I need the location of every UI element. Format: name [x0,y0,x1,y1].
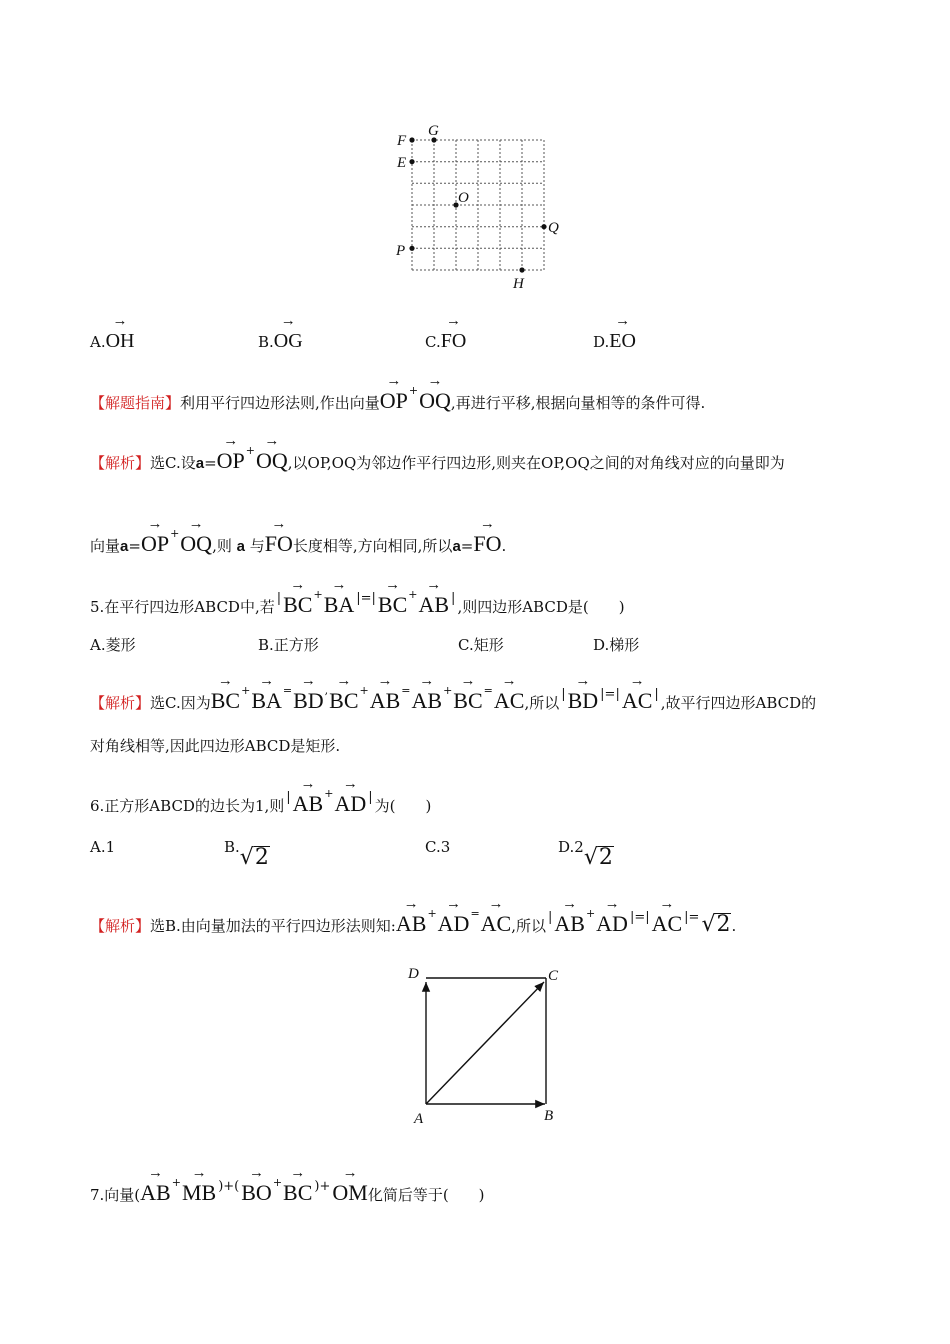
q5-solution-line2: 对角线相等,因此四边形ABCD是矩形. [90,737,341,755]
q5-option-d: D.梯形 [593,636,640,654]
label-e: E [397,155,407,171]
q6-option-d [558,836,614,869]
point-q [541,224,546,229]
solution-text: ,故平行四边形ABCD的 [660,694,817,712]
sqrt: √2 [701,912,731,937]
question-text: 化简后等于( ) [367,1186,485,1204]
solution-text: ,以OP,OQ为邻边作平行四边形,则夹在OP,OQ之间的对角线对应的向量即为 [287,454,785,472]
solution-text: 向量 [90,537,121,555]
solution-text: 长度相等,方向相同,所以 [292,537,453,555]
solution-tag: 【解析】 [90,917,151,935]
q4-option-a [90,316,135,353]
hint-text: 利用平行四边形法则,作出向量 [180,394,380,412]
q6-option-c: C.3 [425,838,451,856]
radicand: 2 [254,845,269,870]
vector-a: a [236,538,245,555]
equals: = [460,537,474,555]
vector: → FO [265,519,293,555]
point-p [409,246,414,251]
period: . [501,537,507,555]
vector: → OQ [180,519,212,555]
vector: → BD [568,676,599,712]
q5-solution-line1: 【解析】选C.因为→ BC+→ BA=→ BD,→ BC+→ AB=→ AB+→ BC=→ AC,所以 |→ BD |=|→ AC | ,故平行四边形ABCD的 [90,676,816,714]
q6-stem: 6.正方形ABCD的边长为1,则 |→ AB+→ AD | 为( ) [90,779,431,817]
vector: → AC [481,899,512,935]
vector: → AD [438,899,470,935]
option-prefix: B. [224,838,240,856]
solution-text: ,则 [212,537,232,555]
vector: → BC [329,676,358,712]
solution-text: 选C.设 [150,454,196,472]
vector: → AB [396,899,427,935]
vector: → BD [293,676,324,712]
option-prefix: C. [425,333,441,351]
question-text: 5.在平行四边形ABCD中,若 [90,598,275,616]
option-prefix: D.2 [558,838,584,856]
q4-hint: 【解题指南】利用平行四边形法则,作出向量→ OP+→ OQ,再进行平移,根据向量相等的条件可得. [90,376,705,414]
q4-solution-line1: 【解析】选C.设a=→ OP+→ OQ,以OP,OQ为邻边作平行四边形,则夹在OP,OQ之间的对角线对应的向量即为 [90,436,785,475]
vector: → OH [106,316,135,352]
vector: → BA [324,580,355,616]
square-figure [400,960,575,1130]
label-b: B [544,1108,554,1124]
question-text: ,则四边形ABCD是( ) [457,598,625,616]
period: . [731,917,737,935]
vector: → AB [293,779,324,815]
hint-text: ,再进行平移,根据向量相等的条件可得. [450,394,706,412]
vector: → AB [412,676,443,712]
option-prefix: D. [593,333,610,351]
vector: → OQ [256,436,288,472]
q7-stem: 7.向量(→ AB+→ MB )+(→ BO+→ BC )+→ OM化简后等于( ) [90,1168,485,1206]
sqrt: √2 [583,845,613,870]
label-o: O [458,190,469,206]
vector: → AC [622,676,653,712]
solution-tag: 【解析】 [90,694,151,712]
grid-figure [385,118,575,298]
vector: → BC [453,676,482,712]
vector: → OG [274,316,303,352]
vector: → AB [554,899,585,935]
vector: → BC [378,580,407,616]
point-f [409,137,414,142]
solution-text: ,所以 [511,917,546,935]
q4-solution-line2: 向量a=→ OP+→ OQ,则 a 与→ FO长度相等,方向相同,所以a=→ FO. [90,519,506,558]
vector: → FO [473,519,501,555]
q5-option-c: C.矩形 [458,636,504,654]
question-text: 为( ) [374,797,432,815]
vector-ac-line [426,982,544,1104]
radicand: 2 [716,912,731,937]
point-h [519,267,524,272]
label-f: F [397,133,407,149]
question-text: 7.向量( [90,1186,141,1204]
point-e [409,159,414,164]
q4-option-c [425,316,466,353]
label-q: Q [548,220,559,236]
vector: → BA [251,676,282,712]
vector: → AD [334,779,366,815]
vector: → AB [140,1168,171,1204]
vector: → MB [182,1168,216,1204]
vector: → AC [494,676,525,712]
label-a: A [414,1111,424,1127]
vector: → OQ [419,376,451,412]
vector: → AB [370,676,401,712]
vector: → OM [332,1168,367,1204]
vector: → OP [217,436,245,472]
q6-option-b [224,836,270,869]
label-p: P [396,243,406,259]
vector-a: a [195,455,205,472]
option-prefix: B. [258,333,274,351]
label-d: D [408,966,419,982]
vector-a: a [120,538,129,555]
solution-text: 与 [249,537,265,555]
label-c: C [548,968,559,984]
sqrt: √2 [239,845,269,870]
hint-tag: 【解题指南】 [90,394,181,412]
equals: = [128,537,141,555]
vector: → AC [652,899,683,935]
radicand: 2 [598,845,613,870]
vector-a: a [452,538,461,555]
question-text: 6.正方形ABCD的边长为1,则 [90,797,285,815]
q4-option-b [258,316,303,353]
q5-option-b: B.正方形 [258,636,319,654]
label-g: G [428,123,439,139]
q6-option-a: A.1 [90,838,116,856]
vector: → OP [141,519,169,555]
solution-text: 选C.因为 [150,694,211,712]
vector: → AD [596,899,628,935]
q5-stem: 5.在平行四边形ABCD中,若 |→ BC+→ BA |=|→ BC+→ AB | ,则四边形ABCD是( ) [90,580,625,618]
solution-tag: 【解析】 [90,454,151,472]
equals: = [204,454,217,472]
q5-option-a: A.菱形 [90,636,136,654]
option-prefix: A. [90,333,106,351]
solution-text: 选B.由向量加法的平行四边形法则知: [150,917,396,935]
vector: → FO [441,316,467,352]
vector: → AB [418,580,449,616]
vector: → BC [283,580,312,616]
vector: → OP [380,376,408,412]
vector: → BO [241,1168,272,1204]
q4-option-d [593,316,636,353]
solution-text: ,所以 [524,694,560,712]
vector: → BC [211,676,240,712]
label-h: H [513,276,524,292]
vector: → EO [609,316,636,352]
q6-solution: 【解析】选B.由向量加法的平行四边形法则知:→ AB+→ AD=→ AC,所以 |→ AB+→ AD |=|→ AC |=√2. [90,899,736,937]
vector: → BC [283,1168,312,1204]
